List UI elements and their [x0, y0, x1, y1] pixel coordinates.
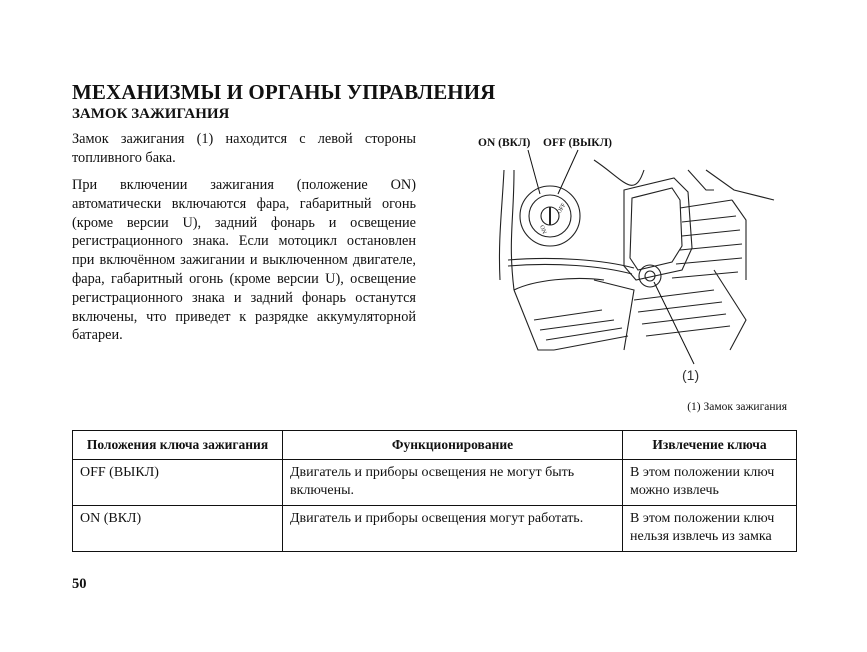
table-header-row — [73, 431, 797, 460]
label-on: ON (ВКЛ) — [478, 137, 531, 149]
page-title: МЕХАНИЗМЫ И ОРГАНЫ УПРАВЛЕНИЯ — [72, 80, 496, 104]
callout-number: (1) — [682, 367, 700, 383]
section-title: ЗАМОК ЗАЖИГАНИЯ — [72, 106, 230, 122]
engine-drawing — [499, 160, 774, 350]
ignition-switch-illustration — [474, 130, 794, 392]
key-positions-table — [72, 430, 797, 552]
label-off: OFF (ВЫКЛ) — [543, 137, 612, 149]
dial-text-on: ON — [538, 224, 547, 235]
cell-function: Двигатель и приборы освещения не могут быть включены. — [283, 460, 623, 506]
header-function: Функционирование — [283, 431, 623, 460]
cell-position: OFF (ВЫКЛ) — [73, 460, 283, 506]
cell-removal: В этом положении ключ можно извлечь — [623, 460, 797, 506]
table-row — [73, 506, 797, 552]
cell-position: ON (ВКЛ) — [73, 506, 283, 552]
paragraph-location: Замок зажигания (1) находится с левой стороны топливного бака. — [72, 131, 416, 166]
header-key-position: Положения ключа зажигания — [73, 431, 283, 460]
dial-text-off: OFF — [556, 202, 568, 215]
page-number: 50 — [72, 576, 87, 592]
cell-function: Двигатель и приборы освещения могут работать. — [283, 506, 623, 552]
figure-caption: (1) Замок зажигания — [687, 401, 787, 413]
paragraph-operation: При включении зажигания (положение ON) автоматически включаются фара, габаритный огонь (кроме версии U), задний фонарь и освещение регистрационного знака. Если мотоцикл остановлен при включённом зажигании и выключенном двигателе, фара, габаритный огонь (кроме версии U), освещение регистрационного знака и задний фонарь останутся включены, что приведет к разрядке аккумуляторной батареи. — [72, 177, 416, 344]
cell-removal: В этом положении ключ нельзя извлечь из замка — [623, 506, 797, 552]
header-key-removal: Извлечение ключа — [623, 431, 797, 460]
table-row — [73, 460, 797, 506]
